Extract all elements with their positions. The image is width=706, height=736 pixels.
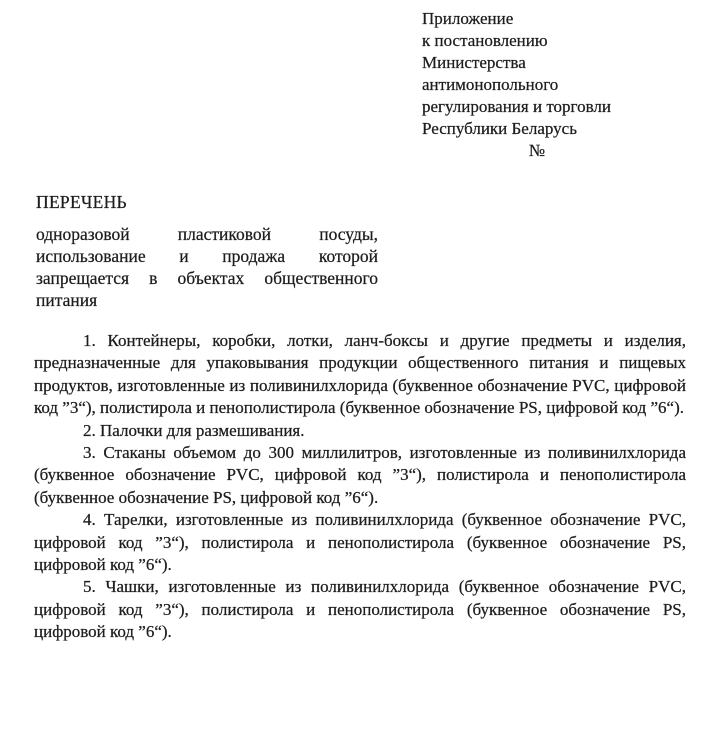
list-title: ПЕРЕЧЕНЬ [36, 192, 127, 212]
annex-header [422, 8, 652, 162]
document-number-label: № [528, 141, 546, 160]
list-item-2: 2. Палочки для размешивания. [83, 420, 305, 440]
list-item-1: 1. Контейнеры, коробки, лотки, ланч-боксы и другие предметы и изделия, предназначенные для упаковывания продукции общественного питания и пищевых продуктов, изготовленные из поливинилхлорида (буквенное обозначение PVC, цифровой код ”3“), полистирола и пенополистирола (буквенное обозначение PS, цифровой код ”6“). [34, 331, 686, 418]
list-subtitle: одноразовой пластиковой посуды, использование и продажа которой запрещается в объектах общественного питания [36, 224, 378, 310]
annex-header-line: антимонопольного [422, 75, 559, 94]
annex-header-line: Приложение [422, 9, 514, 28]
list-item-3: 3. Стаканы объемом до 300 миллилитров, изготовленные из поливинилхлорида (буквенное обозначение PVC, цифровой код ”3“), полистирола и пенополистирола (буквенное обозначение PS, цифровой код ”6“). [34, 443, 686, 507]
annex-header-line: Министерства [422, 53, 526, 72]
annex-header-line: Республики Беларусь [422, 119, 577, 138]
annex-header-line: к постановлению [422, 31, 548, 50]
list-body [34, 330, 686, 644]
list-item-4: 4. Тарелки, изготовленные из поливинилхлорида (буквенное обозначение PVC, цифровой код ”3“), полистирола и пенополистирола (буквенное обозначение PS, цифровой код ”6“). [34, 510, 686, 575]
annex-header-line: регулирования и торговли [422, 97, 611, 116]
list-item-5: 5. Чашки, изготовленные из поливинилхлорида (буквенное обозначение PVC, цифровой код ”3“), полистирола и пенополистирола (буквенное обозначение PS, цифровой код ”6“). [34, 577, 686, 642]
